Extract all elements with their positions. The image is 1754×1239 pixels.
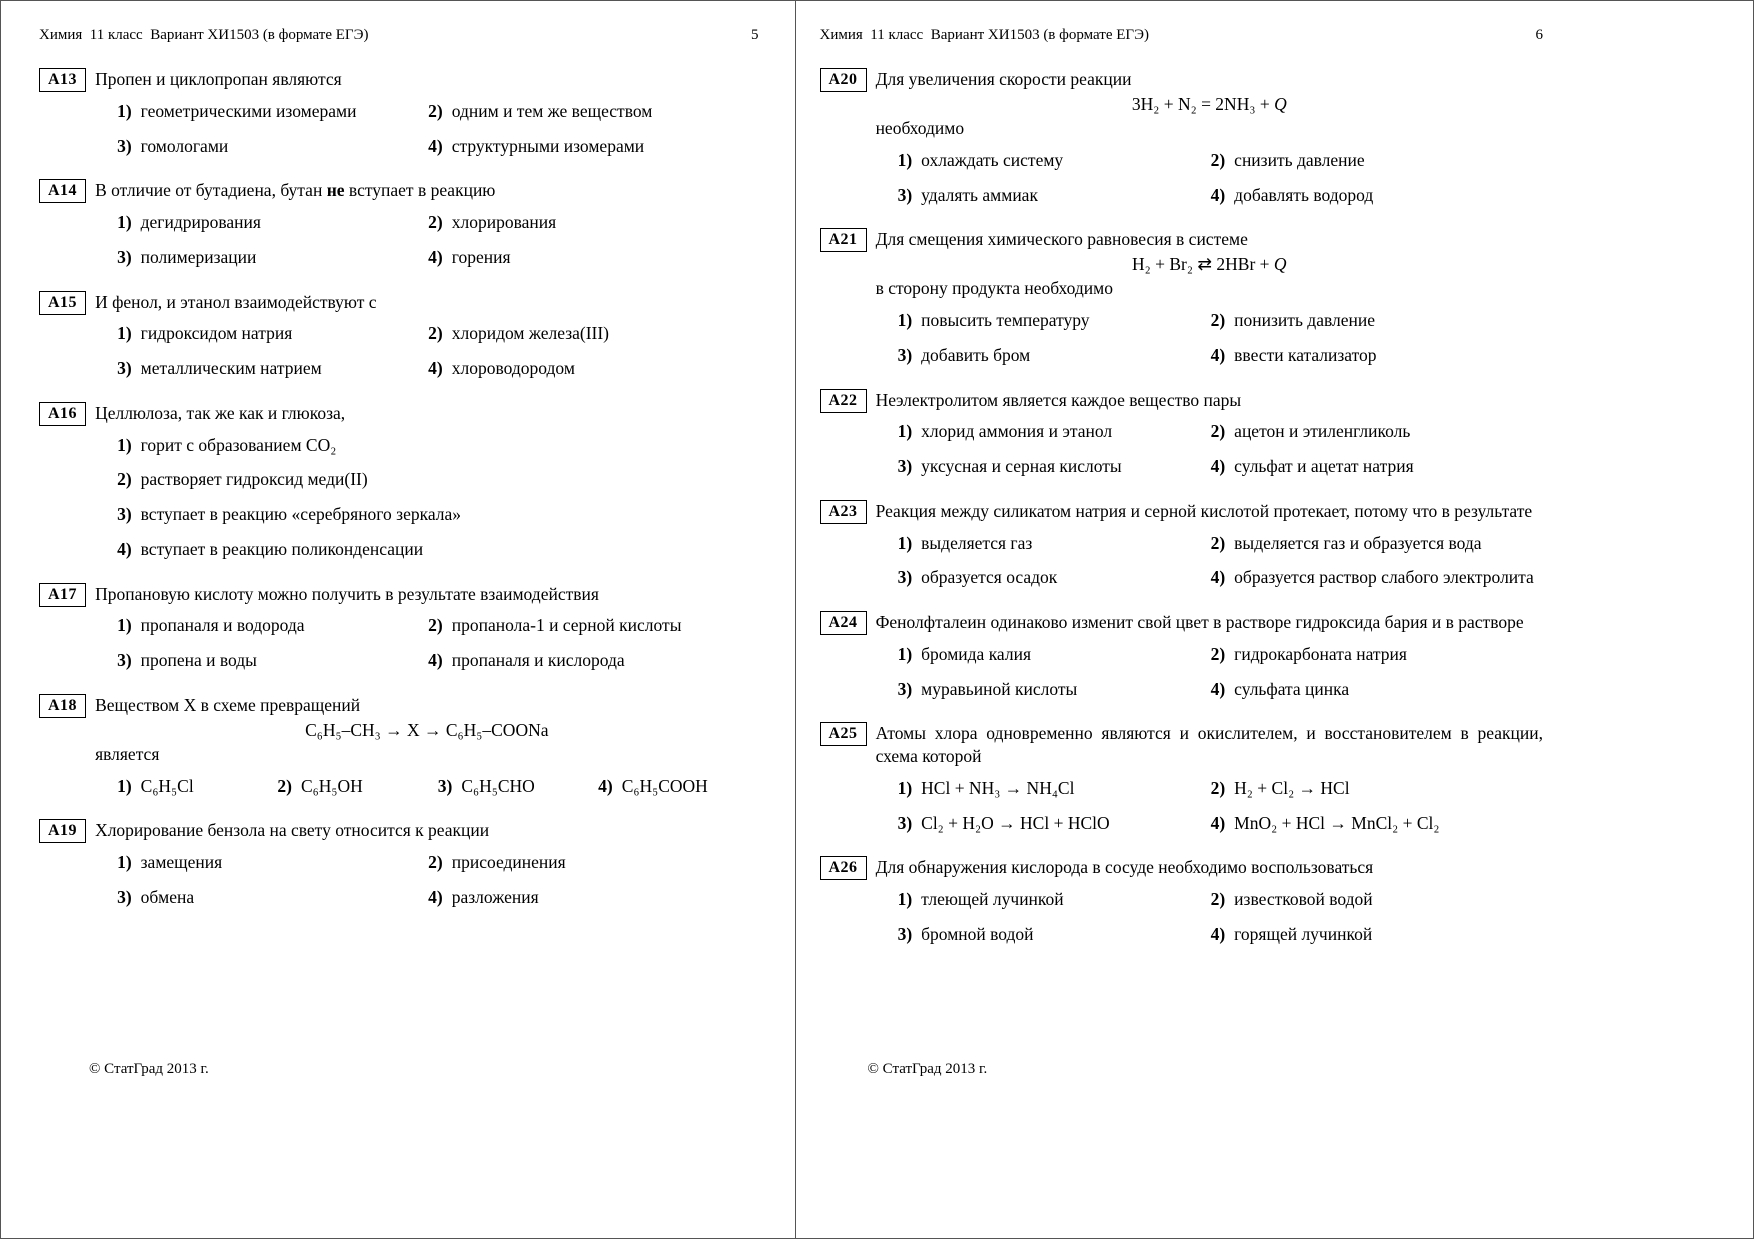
answer-option: [428, 649, 758, 672]
page-footer: © СтатГрад 2013 г.: [89, 1061, 209, 1077]
header-title: Химия 11 класс Вариант ХИ1503 (в формате ЕГЭ): [819, 27, 1149, 43]
question-text: Веществом X в схеме превращений: [95, 694, 361, 715]
answer-option: [898, 149, 1211, 172]
answer-option: [898, 777, 1211, 800]
option-text: C₆H₅Cl: [140, 775, 194, 796]
question-label: А24: [820, 611, 867, 635]
option-number: 1): [117, 100, 132, 121]
option-text: сульфата цинка: [1234, 678, 1350, 699]
answer-option: [1211, 184, 1543, 207]
option-text: ввести катализатор: [1234, 344, 1377, 365]
option-number: 2): [1210, 421, 1226, 442]
answer-options: [117, 100, 758, 158]
question-body: [876, 68, 1543, 206]
option-text: металлическим натрием: [140, 358, 322, 378]
reaction-equation: 3H₂ + N₂ = 2NH₃ + Q: [1131, 93, 1287, 114]
answer-option: [117, 851, 428, 874]
answer-option: [898, 678, 1211, 701]
question-А22: [820, 389, 1544, 478]
option-number: 1): [897, 777, 913, 798]
answer-option: [598, 775, 758, 798]
option-number: 4): [428, 886, 443, 907]
option-text: одним и тем же веществом: [451, 100, 653, 121]
option-text: добавлять водород: [1234, 184, 1374, 205]
answer-option: [428, 211, 758, 234]
option-number: 2): [1210, 643, 1226, 664]
answer-options: [898, 309, 1543, 367]
option-number: 4): [428, 650, 443, 670]
option-number: 1): [117, 323, 132, 344]
question-text: Реакция между силикатом натрия и серной кислотой протекает, потому что в результате: [875, 500, 1533, 521]
question-text: Пропановую кислоту можно получить в результате взаимодействия: [95, 583, 599, 604]
reaction-equation: C₆H₅–CH₃ → X → C₆H₅–COONa: [305, 719, 549, 740]
option-number: 1): [897, 149, 913, 170]
option-number: 2): [1210, 310, 1226, 330]
question-text: И фенол, и этанол взаимодействуют с: [95, 291, 377, 312]
answer-option: [428, 851, 758, 874]
answer-option: [1211, 643, 1543, 666]
option-number: 4): [598, 775, 613, 796]
page-5: [1, 1, 796, 1238]
questions-list: [820, 68, 1544, 946]
option-number: 1): [897, 421, 913, 442]
answer-option: [428, 886, 758, 909]
question-text-continued: является: [95, 743, 160, 764]
option-text: обмена: [140, 886, 195, 907]
question-text: Атомы хлора одновременно являются и окислителем, и восстановителем в реакции, схема которой: [875, 723, 1543, 766]
option-number: 4): [1210, 678, 1226, 699]
question-А19: [39, 819, 759, 908]
question-text: Целлюлоза, так же как и глюкоза,: [95, 402, 346, 423]
option-number: 3): [117, 886, 132, 907]
option-number: 4): [1210, 344, 1226, 365]
question-body: [95, 179, 758, 268]
answer-option: [117, 538, 758, 561]
question-А21: [820, 228, 1544, 366]
question-А17: [39, 583, 759, 672]
answer-option: [117, 246, 428, 269]
question-label: А18: [39, 694, 86, 718]
question-label: А26: [820, 856, 867, 880]
question-А15: [39, 291, 759, 380]
question-label: А15: [39, 291, 86, 315]
option-text: хлорирования: [451, 212, 557, 232]
option-text: добавить бром: [921, 344, 1031, 365]
answer-option: [117, 503, 758, 526]
answer-option: [1211, 455, 1543, 478]
answer-option: [428, 135, 758, 158]
answer-option: [428, 614, 758, 637]
question-А14: [39, 179, 759, 268]
option-number: 4): [428, 246, 443, 267]
answer-options: [898, 888, 1543, 946]
option-text: охлаждать систему: [921, 149, 1064, 170]
option-text: полимеризации: [140, 246, 257, 267]
answer-option: [898, 184, 1211, 207]
answer-option: [1211, 149, 1543, 172]
questions-list: [39, 68, 759, 909]
option-number: 4): [428, 358, 443, 378]
question-А13: [39, 68, 759, 157]
answer-options: [898, 420, 1543, 478]
answer-option: [1211, 777, 1543, 800]
question-А26: [820, 856, 1544, 945]
answer-option: [898, 812, 1211, 835]
answer-option: [117, 100, 428, 123]
answer-options: [898, 149, 1543, 207]
option-text: H₂ + Cl₂ → HCl: [1234, 777, 1350, 798]
answer-option: [898, 455, 1211, 478]
option-text: выделяется газ: [921, 532, 1033, 553]
answer-option: [898, 420, 1211, 443]
option-text: пропена и воды: [140, 650, 257, 670]
question-label: А23: [820, 500, 867, 524]
question-label: А13: [39, 68, 86, 92]
option-number: 2): [428, 323, 443, 344]
option-text: ацетон и этиленгликоль: [1234, 421, 1411, 442]
option-number: 1): [897, 889, 913, 909]
option-number: 4): [1210, 812, 1226, 833]
question-body: [876, 389, 1543, 478]
option-number: 2): [1210, 889, 1226, 909]
question-А20: [820, 68, 1544, 206]
answer-option: [898, 643, 1211, 666]
option-text: сульфат и ацетат натрия: [1234, 456, 1414, 476]
option-text: удалять аммиак: [921, 184, 1038, 205]
question-label: А21: [820, 228, 867, 252]
page-number: 5: [751, 27, 759, 43]
question-А16: [39, 402, 759, 561]
option-text: горит с образованием CO₂: [140, 434, 337, 455]
option-text: C₆H₅OH: [301, 775, 363, 796]
header-title: Химия 11 класс Вариант ХИ1503 (в формате ЕГЭ): [39, 27, 369, 43]
option-number: 3): [437, 775, 453, 796]
answer-option: [1211, 344, 1543, 367]
answer-option: [117, 649, 428, 672]
option-number: 4): [428, 135, 443, 156]
option-number: 4): [1210, 184, 1226, 205]
answer-option: [428, 322, 758, 345]
page-number: 6: [1535, 27, 1543, 43]
option-text: C₆H₅CHO: [461, 775, 535, 796]
option-text: повысить температуру: [921, 310, 1090, 330]
option-text: выделяется газ и образуется вода: [1234, 532, 1482, 553]
option-number: 1): [897, 532, 913, 553]
page-6: [796, 1, 1754, 1238]
option-text: растворяет гидроксид меди(II): [140, 469, 368, 490]
question-body: [95, 819, 758, 908]
option-text: MnO₂ + HCl → MnCl₂ + Cl₂: [1234, 812, 1440, 833]
option-number: 3): [897, 678, 913, 699]
answer-options: [898, 532, 1543, 590]
question-label: А19: [39, 819, 86, 843]
option-number: 2): [277, 775, 292, 796]
answer-option: [117, 614, 428, 637]
question-text: Для обнаружения кислорода в сосуде необходимо воспользоваться: [875, 857, 1374, 878]
answer-option: [1211, 309, 1543, 332]
option-text: горения: [451, 246, 511, 267]
answer-option: [117, 886, 428, 909]
option-text: геометрическими изомерами: [140, 100, 357, 121]
option-text: горящей лучинкой: [1234, 923, 1373, 944]
answer-option: [1211, 420, 1543, 443]
option-number: 2): [428, 100, 443, 121]
option-number: 3): [897, 456, 913, 476]
option-text: дегидрирования: [140, 212, 261, 232]
question-body: [95, 583, 758, 672]
option-text: хлорид аммония и этанол: [921, 421, 1113, 442]
answer-option: [1211, 812, 1543, 835]
option-text: гидроксидом натрия: [140, 323, 293, 344]
question-body: [95, 694, 758, 798]
option-number: 3): [117, 504, 132, 524]
answer-options: [898, 777, 1543, 835]
option-text: пропаналя и водорода: [140, 615, 305, 636]
question-text: Пропен и циклопропан являются: [95, 69, 342, 89]
option-text: C₆H₅COOH: [621, 775, 708, 796]
answer-option: [898, 309, 1211, 332]
reaction-equation: H₂ + Br₂ ⇄ 2HBr + Q: [1132, 254, 1287, 274]
question-body: [95, 291, 758, 380]
question-А25: [820, 722, 1544, 834]
answer-option: [117, 434, 758, 457]
question-body: [876, 611, 1543, 700]
option-number: 2): [428, 852, 443, 872]
answer-option: [277, 775, 437, 798]
answer-option: [1211, 566, 1543, 589]
answer-option: [428, 246, 758, 269]
option-number: 2): [1210, 532, 1226, 553]
option-text: разложения: [451, 886, 539, 907]
option-text: вступает в реакцию поликонденсации: [140, 538, 424, 559]
question-А24: [820, 611, 1544, 700]
option-text: хлоридом железа(III): [451, 323, 610, 344]
question-text: Для увеличения скорости реакции: [875, 69, 1132, 89]
question-body: [876, 500, 1543, 589]
option-text: образуется раствор слабого электролита: [1234, 567, 1534, 588]
answer-option: [428, 100, 758, 123]
option-text: Cl₂ + H₂O → HCl + HClO: [921, 812, 1110, 833]
answer-option: [117, 775, 277, 798]
question-label: А16: [39, 402, 86, 426]
option-number: 1): [117, 434, 132, 455]
question-text: Для смещения химического равновесия в системе: [875, 229, 1248, 250]
question-А23: [820, 500, 1544, 589]
option-number: 3): [117, 246, 132, 267]
page-header: [820, 27, 1544, 44]
option-number: 1): [897, 643, 913, 664]
option-number: 1): [117, 212, 132, 232]
option-number: 3): [117, 650, 132, 670]
option-text: вступает в реакцию «серебряного зеркала»: [140, 504, 462, 524]
option-text: хлороводородом: [451, 358, 575, 378]
option-number: 1): [117, 775, 132, 796]
answer-option: [428, 357, 758, 380]
option-number: 4): [1210, 567, 1226, 588]
answer-option: [117, 468, 758, 491]
answer-options: [117, 322, 758, 380]
question-label: А25: [820, 722, 867, 746]
option-number: 2): [117, 469, 132, 490]
option-number: 2): [1210, 777, 1226, 798]
option-number: 3): [117, 358, 132, 378]
question-label: А17: [39, 583, 86, 607]
option-number: 2): [428, 615, 443, 636]
question-body: [95, 402, 758, 561]
answer-option: [1211, 532, 1543, 555]
option-text: гомологами: [140, 135, 229, 156]
answer-options: [117, 211, 758, 269]
option-number: 3): [897, 567, 913, 588]
option-text: HCl + NH₃ → NH₄Cl: [921, 777, 1075, 798]
answer-option: [1211, 923, 1543, 946]
option-number: 2): [1210, 149, 1226, 170]
answer-option: [898, 923, 1211, 946]
answer-options: [117, 614, 758, 672]
answer-options: [117, 434, 758, 561]
option-number: 3): [897, 184, 913, 205]
answer-option: [117, 357, 428, 380]
page-footer: © СтатГрад 2013 г.: [867, 1061, 988, 1077]
answer-option: [898, 566, 1211, 589]
option-text: пропанола-1 и серной кислоты: [451, 615, 682, 636]
question-body: [95, 68, 758, 157]
question-label: А14: [39, 179, 86, 203]
option-text: тлеющей лучинкой: [921, 889, 1064, 909]
question-body: [876, 228, 1543, 366]
option-number: 3): [897, 344, 913, 365]
option-number: 3): [897, 923, 913, 944]
answer-options: [117, 775, 758, 798]
question-label: А22: [820, 389, 867, 413]
answer-option: [898, 888, 1211, 911]
option-number: 4): [117, 538, 132, 559]
question-text: Фенолфталеин одинаково изменит свой цвет в растворе гидроксида бария и в растворе: [875, 612, 1524, 632]
answer-option: [117, 211, 428, 234]
question-body: [876, 722, 1543, 834]
option-text: замещения: [140, 852, 223, 872]
option-number: 3): [117, 135, 132, 156]
answer-option: [1211, 888, 1543, 911]
option-text: пропаналя и кислорода: [451, 650, 625, 670]
option-number: 1): [117, 852, 132, 872]
option-text: структурными изомерами: [451, 135, 645, 156]
answer-options: [898, 643, 1543, 701]
answer-option: [438, 775, 598, 798]
option-number: 4): [1210, 456, 1226, 476]
question-text-continued: необходимо: [875, 118, 965, 138]
option-number: 1): [117, 615, 132, 636]
answer-option: [117, 135, 428, 158]
option-number: 3): [897, 812, 913, 833]
option-text: снизить давление: [1234, 149, 1365, 170]
option-text: понизить давление: [1234, 310, 1376, 330]
option-number: 2): [428, 212, 443, 232]
question-text: В отличие от бутадиена, бутан не вступает в реакцию: [95, 180, 496, 201]
question-text: Хлорирование бензола на свету относится к реакции: [95, 820, 490, 841]
question-text: Неэлектролитом является каждое вещество пары: [875, 389, 1242, 410]
option-number: 1): [897, 310, 913, 330]
question-body: [876, 856, 1543, 945]
question-text-continued: в сторону продукта необходимо: [875, 278, 1113, 299]
option-number: 4): [1210, 923, 1226, 944]
option-text: присоединения: [451, 852, 566, 872]
option-text: известковой водой: [1234, 889, 1373, 909]
option-text: уксусная и серная кислоты: [921, 456, 1122, 476]
page-header: [39, 27, 759, 44]
answer-option: [117, 322, 428, 345]
answer-option: [1211, 678, 1543, 701]
option-text: бромида калия: [921, 643, 1032, 664]
question-А18: [39, 694, 759, 798]
option-text: муравьиной кислоты: [921, 678, 1078, 699]
answer-options: [117, 851, 758, 909]
option-text: гидрокарбоната натрия: [1234, 643, 1407, 664]
option-text: бромной водой: [921, 923, 1034, 944]
answer-option: [898, 532, 1211, 555]
option-text: образуется осадок: [921, 567, 1058, 588]
answer-option: [898, 344, 1211, 367]
question-label: А20: [820, 68, 867, 92]
